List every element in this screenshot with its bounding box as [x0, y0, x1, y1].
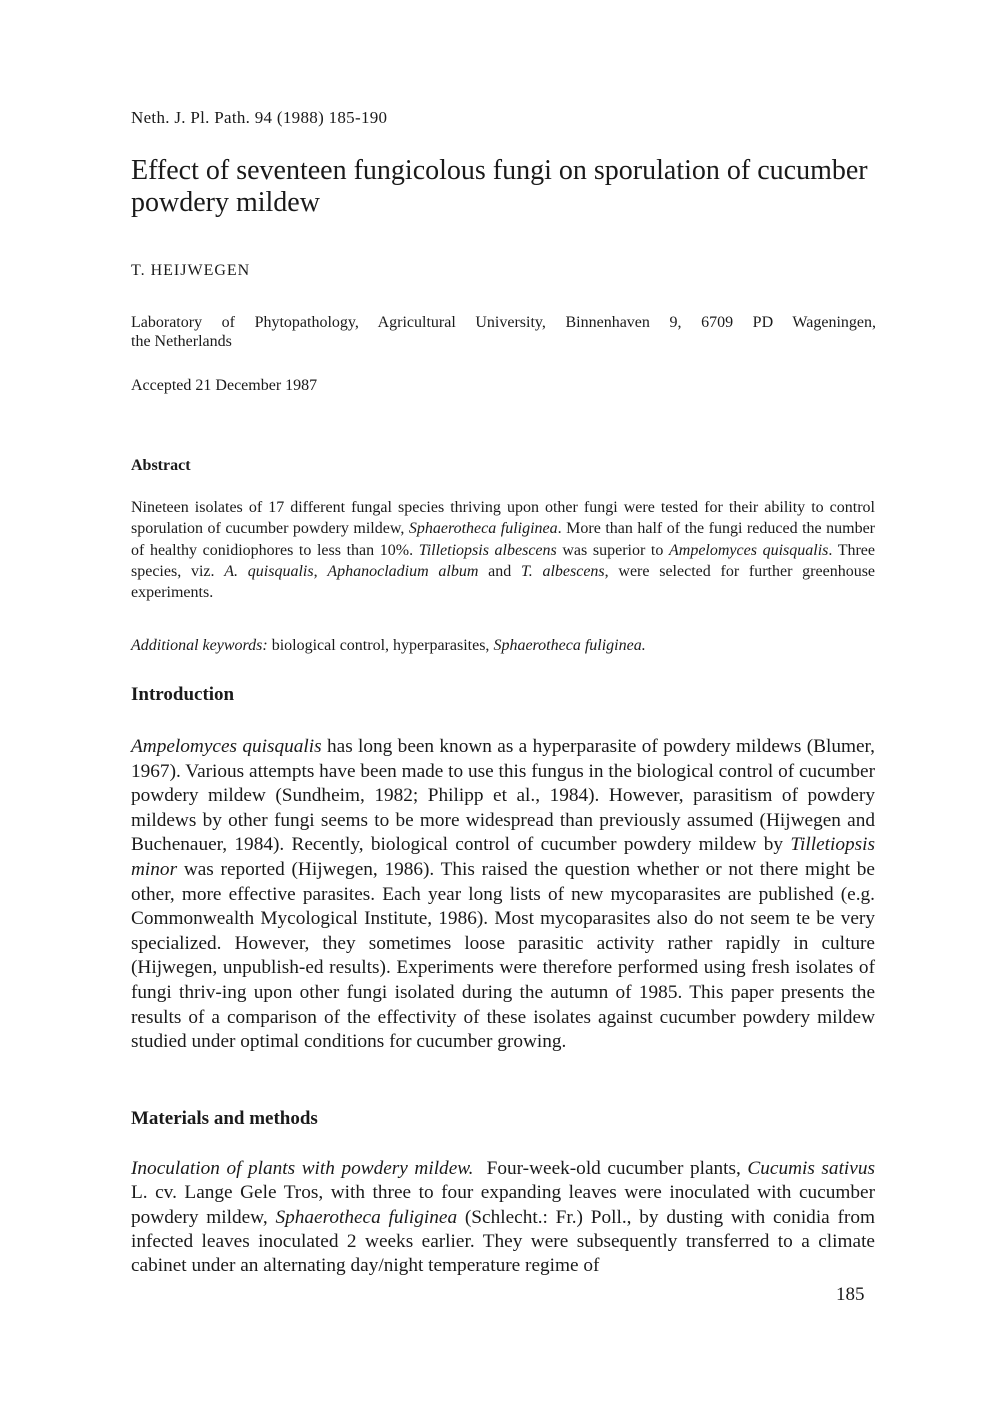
introduction-paragraph: Ampelomyces quisqualis has long been known as a hyperparasite of powdery mildews (Blumer, 1967). Various attempts have been made to use this fungus in the biological control of cucumber powdery mildew (Sundheim, 1982; Philipp et al., 1984). However, parasitism of powdery mildews by other fungi seems to be more widespread than previously assumed (Hijwegen and Buchenauer, 1984). Recently, biological control of cucumber powdery mildew by Tilletiopsis minor was reported (Hijwegen, 1986). This raised the question whether or not there might be other, more effective parasites. Each year long lists of new mycoparasites are published (e.g. Commonwealth Mycological Institute, 1986). Most mycoparasites also do not seem te be very specialized. However, they sometimes loose parasitic activity rather rapidly in culture (Hijwegen, unpublish-ed results). Experiments were therefore performed using fresh isolates of fungi thriv-ing upon other fungi isolated during the autumn of 1985. This paper presents the results of a comparison of the effectivity of these isolates against cucumber powdery mildew studied under optimal conditions for cucumber growing.	[131, 736, 875, 1053]
methods-paragraph: Inoculation of plants with powdery mildew. Four-week-old cucumber plants, Cucumis sativus L. cv. Lange Gele Tros, with three to four expanding leaves were inoculated with cucumber powdery mildew, Sphaerotheca fuliginea (Schlecht.: Fr.) Poll., by dusting with conidia from infected leaves inoculated 2 weeks earlier. They were subsequently transferred to a climate cabinet under an alternating day/night temperature regime of	[131, 1158, 875, 1277]
accepted-date: Accepted 21 December 1987	[131, 377, 318, 394]
additional-keywords: Additional keywords: biological control, hyperparasites, Sphaerotheca fuliginea.	[131, 637, 646, 654]
article-title: Effect of seventeen fungicolous fungi on sporulation of cucumber powdery mildew	[131, 155, 868, 218]
affiliation-line-1: Laboratory of Phytopathology, Agricultural University, Binnenhaven 9, 6709 PD Wageningen,	[131, 314, 876, 331]
abstract-text: Nineteen isolates of 17 different fungal species thriving upon other fungi were tested for their ability to control sporulation of cucumber powdery mildew, Sphaerotheca fuliginea. More than half of the fungi reduced the number of healthy conidiophores to less than 10%. Tilletiopsis albescens was superior to Ampelomyces quisqualis. Three species, viz. A. quisqualis, Aphanocladium album and T. albescens, were selected for further greenhouse experiments.	[131, 499, 876, 602]
author-name: T. HEIJWEGEN	[131, 262, 251, 279]
methods-heading: Materials and methods	[131, 1108, 318, 1129]
affiliation-line-2: the Netherlands	[131, 333, 232, 350]
page-number: 185	[836, 1284, 865, 1305]
introduction-heading: Introduction	[131, 684, 235, 705]
abstract-heading: Abstract	[131, 457, 191, 474]
journal-citation: Neth. J. Pl. Path. 94 (1988) 185-190	[131, 108, 388, 127]
